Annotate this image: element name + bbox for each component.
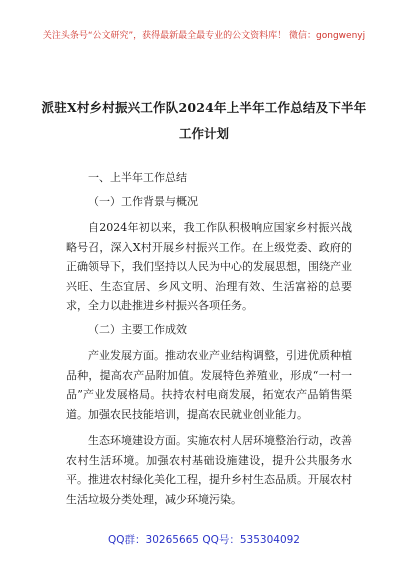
document-title-line1: 派驻X村乡村振兴工作队2024年上半年工作总结及下半年	[41, 100, 367, 115]
paragraph-ecology: 生态环境建设方面。实施农村人居环境整治行动，改善农村生活环境。加强农村基础设施建设，提升公共服务水平。推进农村绿化美化工程，提升乡村生态品质。开展农村生活垃圾分类处理，减少环境污染。	[66, 434, 352, 506]
document-title-line2: 工作计划	[178, 126, 229, 141]
footer-contact: QQ群：30265665 QQ号：535304092	[108, 534, 300, 546]
paragraph-industry: 产业发展方面。推动农业产业结构调整，引进优质种植品种，提高农产品附加值。发展特色养殖业，形成“一村一品”产业发展格局。扶持农村电商发展，拓宽农产品销售渠道。加强农民技能培训，提高农民就业创业能力。	[66, 349, 352, 421]
paragraph-background: 自2024年初以来，我工作队积极响应国家乡村振兴战略号召，深入X村开展乡村振兴工作。在上级党委、政府的正确领导下，我们坚持以人民为中心的发展思想，围绕产业兴旺、生态宜居、乡风文明、治理有效、生活富裕的总要求，全力以赴推进乡村振兴各项任务。	[66, 221, 352, 312]
subsection-heading-2: （二）主要工作成效	[88, 322, 187, 336]
document-body	[66, 168, 352, 509]
section-heading-1: 一、上半年工作总结	[88, 171, 187, 184]
top-banner: 关注头条号“公文研究”，获得最新最全最专业的公文资料库！ 微信：gongwenyj	[42, 31, 366, 41]
subsection-heading-1: （一）工作背景与概况	[88, 194, 198, 208]
